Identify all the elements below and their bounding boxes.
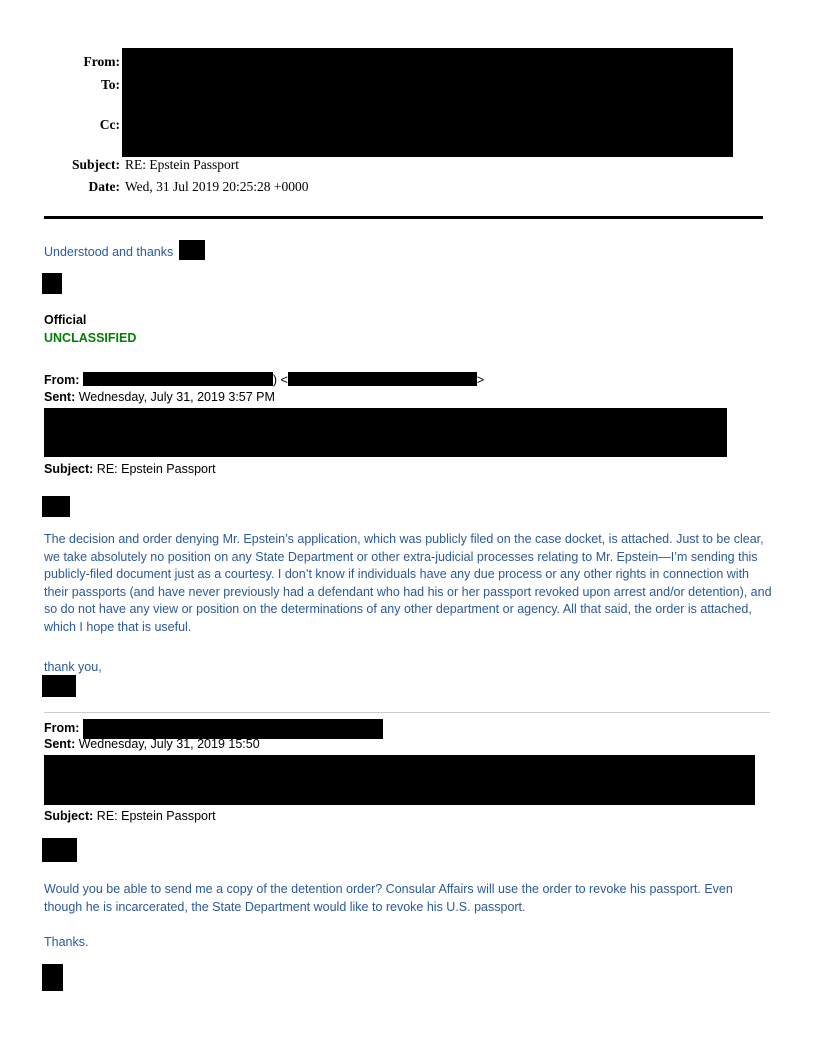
redaction-email2-recipients-block bbox=[44, 408, 727, 457]
header-subject-row bbox=[40, 157, 239, 173]
header-to-label: To: bbox=[100, 77, 120, 92]
email2-from-end: > bbox=[476, 373, 485, 387]
header-cc-row bbox=[40, 117, 120, 133]
email2-closing: thank you, bbox=[44, 660, 102, 674]
email3-subject-value: RE: Epstein Passport bbox=[96, 809, 216, 823]
email2-sent-row bbox=[44, 390, 275, 404]
redaction-email3-sender bbox=[83, 719, 383, 739]
email2-body: The decision and order denying Mr. Epstein’s application, which was publicly filed on the case docket, is attached. Just to be clear, we take absolutely no position on any State Department or other extra-judicial processes relating to Mr. Epstein—I’m sending this publicly-filed document just as a courtesy. I don’t know if individuals have any due process or any other rights in connection with their passports (and have never previously had a defendant who had his or her passport revoked upon arrest and/or detention), and so do not have any view or position on the determinations of any other department or agency. All that said, the order is attached, which I hope that is useful. bbox=[44, 532, 772, 634]
header-date-label: Date: bbox=[88, 179, 120, 194]
reply-text: Understood and thanks bbox=[44, 245, 174, 259]
redaction-email2-salutation bbox=[42, 496, 70, 517]
email2-subject-label: Subject: bbox=[44, 462, 94, 476]
email3-sent-row bbox=[44, 737, 260, 751]
email2-from-mid: ) < bbox=[272, 373, 288, 387]
redaction-email3-recipients-block bbox=[44, 755, 755, 805]
redaction-email3-signature bbox=[42, 964, 63, 991]
header-subject-label: Subject: bbox=[72, 157, 120, 172]
header-date-value: Wed, 31 Jul 2019 20:25:28 +0000 bbox=[125, 179, 309, 194]
header-rule bbox=[44, 216, 763, 219]
message-divider bbox=[44, 712, 770, 713]
email2-sent-label: Sent: bbox=[44, 390, 76, 404]
redaction-email2-sender-name bbox=[83, 372, 273, 386]
email3-sent-value: Wednesday, July 31, 2019 15:50 bbox=[78, 737, 260, 751]
redaction-recipients-block bbox=[122, 48, 733, 157]
header-date-row bbox=[40, 179, 309, 195]
email2-sent-value: Wednesday, July 31, 2019 3:57 PM bbox=[78, 390, 275, 404]
classification-label: UNCLASSIFIED bbox=[44, 331, 137, 345]
redaction-signature-1 bbox=[42, 273, 62, 294]
official-label: Official bbox=[44, 313, 87, 327]
email2-from-label: From: bbox=[44, 373, 80, 387]
redaction-email2-signature bbox=[42, 675, 76, 697]
email2-subject-row bbox=[44, 462, 216, 476]
reply-line bbox=[44, 240, 205, 260]
redaction-email2-sender-address bbox=[288, 372, 477, 386]
email3-subject-row bbox=[44, 809, 216, 823]
email3-subject-label: Subject: bbox=[44, 809, 94, 823]
email3-body: Would you be able to send me a copy of the detention order? Consular Affairs will use the order to revoke his passport. Even though he is incarcerated, the State Department would like to revoke his U.S. passport. bbox=[44, 882, 733, 914]
email3-closing: Thanks. bbox=[44, 935, 89, 949]
email2-subject-value: RE: Epstein Passport bbox=[96, 462, 216, 476]
redaction-email3-salutation bbox=[42, 838, 77, 862]
header-from-row bbox=[40, 54, 120, 70]
email3-from-label: From: bbox=[44, 721, 80, 735]
header-subject-value: RE: Epstein Passport bbox=[125, 157, 239, 172]
email3-from-row bbox=[44, 719, 383, 739]
header-to-row bbox=[40, 77, 120, 93]
redaction-name-inline bbox=[179, 240, 205, 260]
email3-sent-label: Sent: bbox=[44, 737, 76, 751]
header-cc-label: Cc: bbox=[99, 117, 120, 132]
header-from-label: From: bbox=[83, 54, 120, 69]
email2-from-row bbox=[44, 372, 484, 387]
